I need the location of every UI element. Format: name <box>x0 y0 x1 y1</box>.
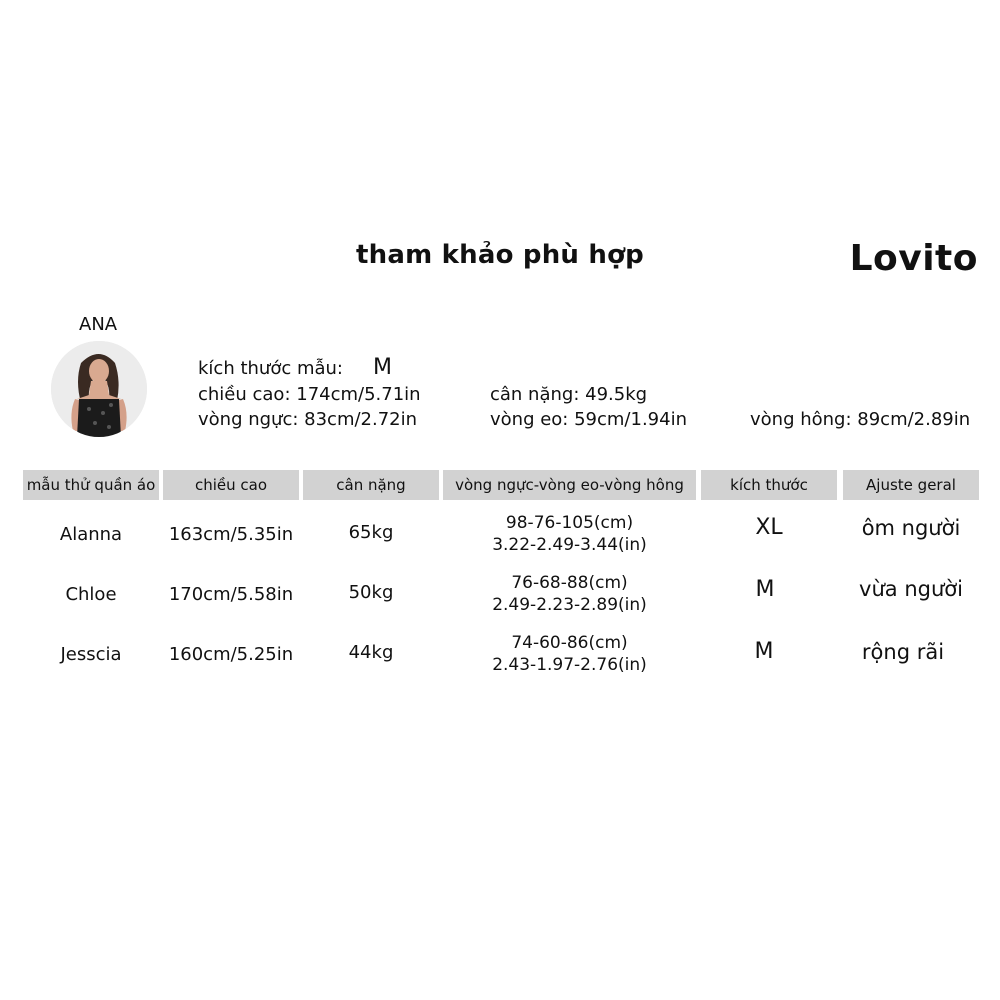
table-row-fit: rộng rãi <box>861 640 945 664</box>
table-row-measure-in: 2.43-1.97-2.76(in) <box>492 655 647 675</box>
model-avatar <box>51 341 147 437</box>
model-weight: cân nặng: 49.5kg <box>490 384 648 405</box>
table-row-weight: 65kg <box>348 522 394 543</box>
table-row-height: 170cm/5.58in <box>168 584 294 605</box>
model-bust: vòng ngực: 83cm/2.72in <box>198 409 418 430</box>
header-model: mẫu thử quần áo <box>23 470 159 500</box>
table-row-measure-cm: 98-76-105(cm) <box>505 513 634 533</box>
header-height: chiều cao <box>163 470 299 500</box>
table-row-measure-cm: 74-60-86(cm) <box>511 633 628 653</box>
table-row-fit: ôm người <box>861 516 961 540</box>
table-row-height: 160cm/5.25in <box>168 644 294 665</box>
table-row-weight: 50kg <box>348 582 394 603</box>
model-name: ANA <box>79 314 118 335</box>
model-size-value: M <box>373 355 392 380</box>
header-measurements: vòng ngực-vòng eo-vòng hông <box>443 470 696 500</box>
table-row-name: Jesscia <box>60 644 122 665</box>
header-size: kích thước <box>701 470 837 500</box>
table-row-measure-in: 2.49-2.23-2.89(in) <box>492 595 647 615</box>
model-hip: vòng hông: 89cm/2.89in <box>750 409 971 430</box>
table-row-height: 163cm/5.35in <box>168 524 294 545</box>
page-title: tham khảo phù hợp <box>356 240 644 270</box>
brand-logo: Lovito <box>849 238 978 279</box>
table-row-fit: vừa người <box>859 577 963 601</box>
table-row-name: Alanna <box>59 524 123 545</box>
header-weight: cân nặng <box>303 470 439 500</box>
table-row-size: M <box>754 639 774 664</box>
model-height: chiều cao: 174cm/5.71in <box>198 384 421 405</box>
table-row-weight: 44kg <box>348 642 394 663</box>
model-size-label: kích thước mẫu: <box>198 358 343 379</box>
table-row-size: XL <box>755 515 783 540</box>
table-row-measure-in: 3.22-2.49-3.44(in) <box>492 535 647 555</box>
model-waist: vòng eo: 59cm/1.94in <box>490 409 687 430</box>
table-row-measure-cm: 76-68-88(cm) <box>511 573 628 593</box>
table-row-name: Chloe <box>65 584 117 605</box>
table-row-size: M <box>755 577 775 602</box>
model-photo-icon <box>51 341 147 437</box>
model-size <box>198 355 392 380</box>
header-fit: Ajuste geral <box>843 470 979 500</box>
